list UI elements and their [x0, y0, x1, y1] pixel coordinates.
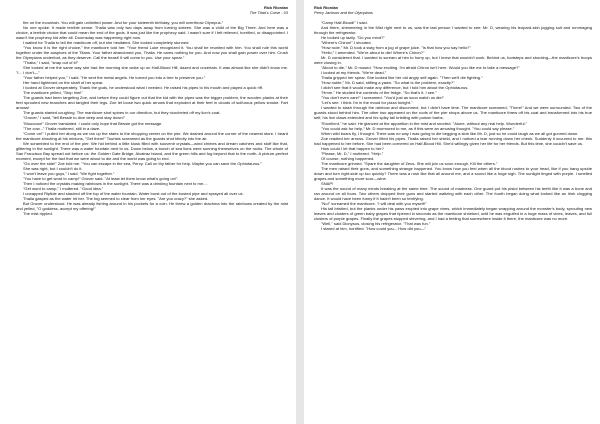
- paragraph: "Grover," I said, "tell Bessie to dive deep and stay down!": [23, 115, 126, 121]
- paragraph: "You have to get word to camp!" Grover said. "At least let them know what's going on!": [23, 175, 178, 181]
- paragraph: His tail bristled, but the planks under his paws erupted into grape vines, which immediately began wrapping around the monster's body, sprouting new leaves and clusters of green baby grapes that ripened in seconds as the manticore shrieked, until he was engulfed in a huge mass of vines, leaves, and full clusters of purple grapes. Finally the grapes stopped shivering, and I had a feeling that somewhere inside it there, the manticore was no more.: [314, 205, 592, 221]
- paragraph: Then I noticed the crystals making rainbows in the sunlight. There was a drinking fountain next to me....: [23, 180, 208, 186]
- paragraph: "Where's Chiron!" I shouted.: [321, 40, 372, 46]
- paragraph: She looked at me the same way she had the morning she woke up on Half-Blood Hill, dazed and uncertain. It was almost like she didn't know me. "I... I don't—": [16, 65, 288, 76]
- paragraph: "You don't even care!" I screamed. "You'd just as soon watch us die!": [321, 95, 445, 101]
- paragraph: I waited for Thalia to tell the manticore off, but she hesitated. She looked completely stunned.: [23, 40, 190, 46]
- paragraph: I looked at Grover desperately. Thank the gods, he understood what I needed. He raised his pipes to his mouth and played a quick riff.: [23, 85, 264, 91]
- paragraph: "Thalia," I said, "snap out of it!": [23, 60, 79, 66]
- paragraph: The mist rippled.: [23, 210, 53, 216]
- paragraph: The men raised their guns, and something strange happened. You know how you feel when all the blood rushes to your head, like if you hang upside down and turn right-side up too quickly? There was a rush like that all around me, and a sound like a huge sigh. The sunlight tinged with purple. I smelled grapes and something more sour—wine.: [314, 165, 592, 181]
- paragraph: Thalia gripped her spear. She looked like her old angry self again. "Then we'll die fighting.": [321, 75, 483, 81]
- paragraph: The manticore grinned. "Spare the daughter of Zeus. She will join us soon enough. Kill the others.": [321, 160, 498, 166]
- paragraph: "Well," said Dionysus, closing his refrigerator. "That was fun.": [321, 220, 431, 226]
- left-page-body: [16, 20, 288, 216]
- paragraph: "Come on!" I pulled her along as we ran up the stairs to the shopping center on the pier. We dashed around the corner of the nearest store. I heard the manticore shouting at his minions, "Get them!" Tourists screamed as the guards shot blindly into the air.: [16, 130, 288, 141]
- paragraph: fire on the mountain. You will gain unlimited power. And for your sixteenth birthday, you will overthrow Olympus.": [23, 20, 224, 26]
- paragraph: "You could ask for help," Mr. D murmured to me, as if this were an amusing thought. "You could say please.": [321, 125, 515, 131]
- paragraph: Her hand tightened on the shaft of her spear.: [23, 80, 104, 86]
- paragraph: I wanted to slash through the rainbow and disconnect, but I didn't have time. The manticore screamed, "There!" And we were surrounded. Two of the guards stood behind him. The other two appeared on the roofs of the pier shops above us. The manticore threw off his coat and transformed into his true self, his lion claws extended and his spiky tail bristling with poison barbs.: [314, 105, 592, 121]
- paragraph: How could I let that happen to her?: [321, 145, 384, 151]
- right-page: [304, 0, 600, 424]
- paragraph: Of course, nothing happened.: [321, 155, 375, 161]
- paragraph: "Get word to camp," I muttered. "Good idea.": [23, 185, 104, 191]
- left-running-head: [16, 6, 288, 15]
- left-page: [0, 0, 296, 424]
- paragraph: "Moooooo!" Grover translated. I could only hope that Bessie got the message.: [23, 120, 163, 126]
- paragraph: "Camp Half-Blood!" I said.: [321, 20, 368, 26]
- right-header-title: Percy Jackson and the Olympians: [314, 9, 373, 15]
- paragraph: Zoe readied her arrows. Grover lifted his pipes. Thalia raised her shield, and I noticed a tear running down her cheek. Suddenly it occurred to me: this had happened to her before. She had been cornered on Half-Blood Hill. She'd willingly given her life for her friends. But this time, she couldn't save us.: [314, 135, 592, 146]
- paragraph: "Please, Mr. D," I muttered. "Help.": [321, 150, 384, 156]
- left-header-author: Rick Riordan: [264, 5, 288, 10]
- paragraph: "How rude." Mr. D took a swig from a jug of grape juice. "Is that how you say hello?": [321, 45, 471, 51]
- page-gutter: [296, 0, 304, 424]
- left-header-title: The Titan's Curse - 03: [249, 9, 288, 15]
- paragraph: "Hello," I amended. "We're about to die! Where's Chiron?": [321, 50, 425, 56]
- paragraph: "Go over the side!" Zoe told me. "You can escape in the sea, Percy. Call on thy father for help. Maybe you can save the Ophiotaurus.": [23, 160, 262, 166]
- paragraph: "Hmm." He studied the contents of the fridge. "So that's it. I see.": [321, 90, 437, 96]
- paragraph: He looked up lazily. "Do you mind?": [321, 35, 385, 41]
- right-header-author: Rick Riordan: [314, 5, 338, 10]
- paragraph: "I won't leave you guys," I said. "We fight together.": [23, 170, 115, 176]
- paragraph: "Your father helped you," I said. "He sent the metal angels. He turned you into a tree to preserve you.": [23, 75, 206, 81]
- right-page-body: [314, 20, 592, 231]
- paragraph: I uncapped Riptide and slashed off the top of the water fountain. Water burst out of the busted pipe and sprayed all over us.: [23, 190, 244, 196]
- paragraph: "Let's see. I think I'm in the mood for pizza tonight.": [321, 100, 413, 106]
- paragraph: The guards started coughing. The manticore shot spines in our direction, but they ricocheted off my lion's coat.: [23, 110, 221, 116]
- paragraph: She was right, but I couldn't do it.: [23, 165, 83, 171]
- paragraph: We scrambled to the end of the pier. We hid behind a little kiosk filled with souvenir crystals—wind chimes and dream catchers and stuff like that, glittering in the sunlight. There was a water fountain next to us. Down below, a bunch of sea lions were sunning themselves on the rocks. The whole of San Francisco Bay spread out before us: the Golden Gate Bridge, Alcatraz Island, and the green hills and fog beyond that to the north. A picture-perfect moment, except for the fact that we were about to die and the world was going to end.: [16, 140, 288, 161]
- paragraph: No one spoke. It made terrible sense. Thalia was only two days away from turning sixteen. She was a child of the Big Three. And here was a choice, a terrible choice that could mean the end of the gods. It was just like the prophecy said. I wasn't sure if I felt relieved, horrified, or disappointed. I wasn't the prophecy kid after all. Doomsday was happening right now.: [16, 25, 288, 41]
- paragraph: I stared at him, horrified. "How could you... How did you—": [321, 225, 426, 231]
- paragraph: The manticore yelled, "Stop him!": [23, 90, 83, 96]
- paragraph: I looked at my friends. "We're dead.": [321, 70, 387, 76]
- paragraph: Mr. D considered that. I wanted to scream at him to hurry up, but I knew that wouldn't work. Behind us, footsteps and shouting—the manticore's troops were closing in.: [314, 55, 592, 66]
- paragraph: When wild boars fly, I thought. There was no way I was going to die begging a slob like Mr. D, just so he could laugh as we all got gunned down.: [321, 130, 579, 136]
- right-running-head: [314, 6, 592, 15]
- paragraph: Thalia gasped as the water hit her. The fog seemed to clear from her eyes. "Are you crazy?" she asked.: [23, 195, 209, 201]
- paragraph: "You know it is the right choice," the manticore told her. "Your friend Luke recognized it. You shall be reunited with him. You shall rule this world together under the auspices of the Titans. Your father abandoned you, Thalia. He cares nothing for you. And now you shall gain power over him. Crush the Olympians underfoot, as they deserve. Call the beast! It will come to you. Use your spear.": [16, 45, 288, 61]
- paragraph: "About to die," Mr. D mused. "How exciting. I'm afraid Chiron isn't here. Would you like me to take a message?": [321, 65, 520, 71]
- paragraph: "No!" screamed the manticore. "I will deal with you myself!": [321, 200, 427, 206]
- paragraph: "The cow..." Thalia muttered, still in a daze.: [23, 125, 101, 131]
- paragraph: And there, shimmering in the Mist right next to us, was the last person I wanted to see: Mr. D, wearing his leopard-skin jogging suit and rummaging through the refrigerator.: [314, 25, 592, 36]
- paragraph: SNAP!: [321, 180, 334, 186]
- paragraph: It was the sound of many minds breaking at the same time. The sound of madness. One guard put his pistol between his teeth like it was a bone and ran around on all fours. Two others dropped their guns and started waltzing with each other. The fourth began doing what looked like an Irish clogging dance. It would have been funny if it hadn't been so terrifying.: [314, 185, 592, 201]
- paragraph: "Excellent," he said. He glanced at the apparition in the mist and snorted. "Alone, without any real help. Wonderful.": [321, 120, 528, 126]
- paragraph: The guards had been targeting Zoe, and before they could figure out that the kid with the pipes was the bigger problem, the wooden planks at their feet sprouted new branches and tangled their legs. Zoe let loose two quick arrows that exploded at their feet in clouds of sulfurous yellow smoke. Fart arrows!: [16, 95, 288, 111]
- paragraph: I didn't see that it would make any difference, but I told him about the Ophiotaurus.: [321, 85, 469, 91]
- paragraph: But Grover understood. He was already fishing around in his pockets for a coin. He threw a golden drachma into the rainbows created by the mist and yelled, "O goddess, accept my offering!": [16, 200, 288, 211]
- paragraph: "How noble," Mr. D said, stifling a yawn. "So what is the problem, exactly?": [321, 80, 455, 86]
